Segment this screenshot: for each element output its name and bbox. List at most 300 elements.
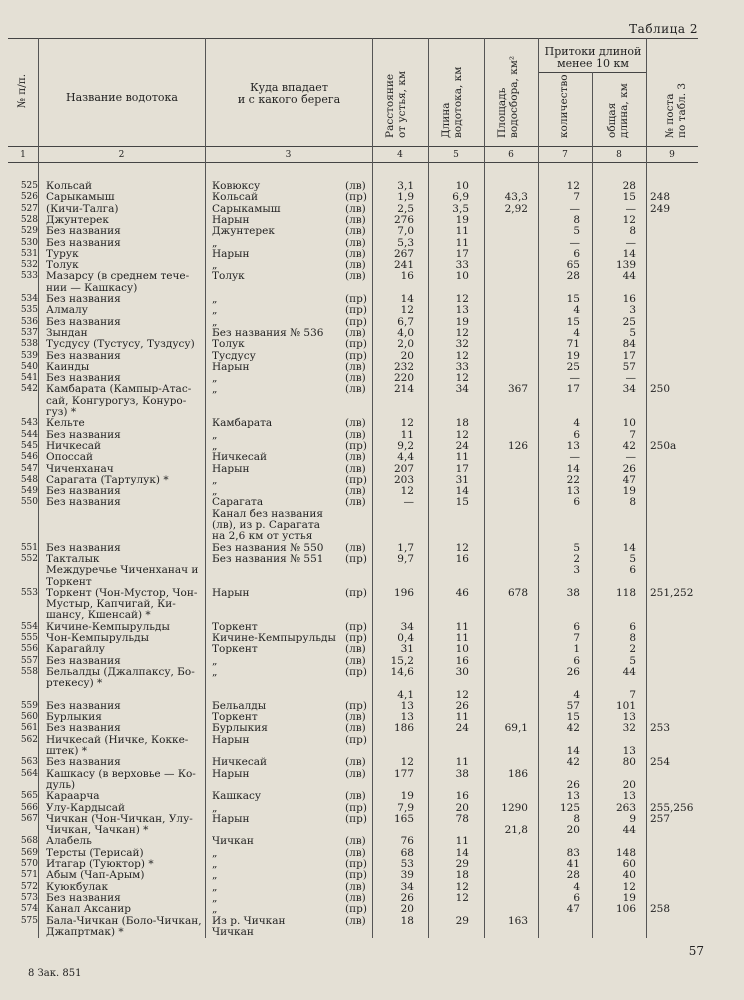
header-count: количество	[558, 74, 570, 138]
table-row	[0, 214, 744, 226]
stream-length: 11	[455, 620, 469, 633]
stream-name: Чон-Кемпырульды	[46, 632, 149, 644]
header-tributaries-line1: Притоки длиной	[544, 45, 642, 58]
destination: „	[212, 439, 218, 452]
bank-side: (пр)	[345, 812, 367, 825]
destination: Ничкесай	[212, 451, 268, 464]
bank-side: (пр)	[345, 304, 367, 317]
stream-length: 14	[455, 485, 469, 498]
table-row	[0, 926, 744, 938]
column-number-rule	[8, 162, 698, 163]
tributary-count: —	[569, 202, 580, 215]
tributary-length: 25	[622, 315, 636, 328]
bank-side: (пр)	[345, 439, 367, 452]
row-number: 548	[20, 474, 38, 485]
tributary-length: 32	[622, 722, 636, 735]
tributary-count: 7	[573, 632, 580, 644]
tributary-length: 9	[629, 812, 636, 825]
table-row	[0, 530, 744, 542]
distance-from-mouth: 2,5	[397, 202, 414, 215]
stream-name: Бурлыкия	[46, 711, 102, 724]
table-row	[0, 632, 744, 644]
stream-length: 12	[455, 541, 469, 554]
tributary-length: 40	[622, 869, 636, 882]
tributary-count: 47	[566, 903, 580, 916]
destination: Толук	[212, 270, 245, 283]
table-row	[0, 293, 744, 305]
distance-from-mouth: 0,4	[397, 632, 414, 644]
bank-side: (пр)	[345, 191, 367, 204]
stream-length: 30	[455, 665, 469, 678]
tributary-length: 148	[615, 846, 636, 859]
destination: „	[212, 485, 218, 498]
distance-from-mouth: 15,2	[390, 654, 414, 667]
table-row	[0, 768, 744, 780]
row-number: 535	[20, 305, 38, 316]
stream-length: 29	[455, 914, 469, 927]
header-destination-line1: Куда впадает	[250, 81, 328, 94]
table-row	[0, 259, 744, 271]
distance-from-mouth: 276	[393, 213, 414, 226]
distance-from-mouth: 186	[393, 722, 414, 735]
tributary-count: 22	[566, 473, 580, 486]
stream-length: 17	[455, 462, 469, 475]
tributary-length: 28	[622, 180, 636, 192]
row-number: 569	[20, 847, 38, 858]
tributary-length: 44	[622, 270, 636, 283]
destination: „	[212, 654, 218, 667]
table-row	[0, 508, 744, 520]
bank-side: (лв)	[345, 372, 366, 385]
table-row	[0, 666, 744, 678]
bank-side: (пр)	[345, 903, 367, 916]
table-row	[0, 327, 744, 339]
bank-side: (лв)	[345, 767, 366, 780]
distance-from-mouth: 13	[400, 711, 414, 724]
tributary-length: 6	[629, 564, 636, 577]
header-distance	[384, 71, 408, 138]
tributary-count: 5	[573, 225, 580, 238]
basin-area: 163	[507, 914, 528, 927]
bank-side: (пр)	[345, 858, 367, 870]
table-row	[0, 689, 744, 701]
stream-name: Кельте	[46, 417, 85, 430]
stream-name: Канал Аксанир	[46, 903, 132, 916]
destination: „	[212, 304, 218, 317]
stream-name: Без названия	[46, 372, 121, 385]
post-number: 253	[650, 722, 671, 735]
tributary-length: 5	[629, 326, 636, 339]
bank-side: (лв)	[345, 270, 366, 283]
stream-name: Кашкасу (в верховье — Ко-	[46, 767, 196, 780]
bank-side: (лв)	[345, 462, 366, 475]
stream-length: 29	[455, 858, 469, 870]
tributary-count: 14	[566, 745, 580, 757]
distance-from-mouth: 7,0	[397, 225, 414, 238]
row-number: 553	[20, 587, 38, 598]
row-number: 572	[20, 881, 38, 892]
table-row	[0, 915, 744, 927]
tributary-length: 16	[622, 293, 636, 305]
stream-length: 13	[455, 304, 469, 317]
post-number: 250	[650, 383, 671, 396]
tributary-length: 84	[622, 338, 636, 351]
stream-name: Камбарата (Кампыр-Атас-	[46, 383, 192, 396]
row-number: 571	[20, 870, 38, 881]
destination: на 2,6 км от устья	[212, 530, 313, 543]
row-number: 547	[20, 463, 38, 474]
tributary-length: 14	[622, 541, 636, 554]
stream-name: Джапртмак) *	[46, 925, 124, 938]
stream-length: 11	[455, 236, 469, 249]
row-number: 557	[20, 655, 38, 666]
table-row	[0, 496, 744, 508]
tributary-count: 6	[573, 247, 580, 260]
table-row	[0, 463, 744, 475]
bank-side: (пр)	[345, 473, 367, 486]
stream-length: 11	[455, 225, 469, 238]
tributary-count: 13	[566, 790, 580, 803]
bank-side: (лв)	[345, 180, 366, 192]
column-number: 4	[397, 150, 403, 160]
tributary-count: 6	[573, 891, 580, 904]
stream-name: Без названия	[46, 699, 121, 712]
table-row	[0, 451, 744, 463]
stream-name: Итагар (Туюктор) *	[46, 858, 154, 870]
stream-length: 12	[455, 349, 469, 362]
row-number: 538	[20, 339, 38, 350]
bank-side: (лв)	[345, 496, 366, 509]
bank-side: (пр)	[345, 632, 367, 644]
tributary-count: 25	[566, 360, 580, 373]
tributary-count: —	[569, 236, 580, 249]
stream-name: Без названия	[46, 315, 121, 328]
stream-name: Без названия	[46, 236, 121, 249]
post-number: 249	[650, 202, 671, 215]
row-number: 558	[20, 666, 38, 677]
row-number: 555	[20, 633, 38, 643]
stream-name: Без названия	[46, 485, 121, 498]
destination: Ничкесай	[212, 756, 268, 769]
row-number: 554	[20, 621, 38, 632]
stream-length: 14	[455, 846, 469, 859]
stream-name: Абым (Чап-Арым)	[46, 869, 145, 882]
stream-name: Без названия	[46, 541, 121, 554]
distance-from-mouth: 1,7	[397, 541, 414, 554]
stream-name: Без названия	[46, 756, 121, 769]
bank-side: (пр)	[345, 315, 367, 328]
table-row	[0, 191, 744, 203]
distance-from-mouth: 20	[400, 349, 414, 362]
destination: Торкент	[212, 643, 258, 656]
destination: Без названия № 551	[212, 552, 324, 565]
stream-length: 19	[455, 213, 469, 226]
destination: „	[212, 428, 218, 441]
tributary-count: 4	[573, 417, 580, 430]
destination: Бельалды	[212, 699, 267, 712]
tributary-length: 8	[629, 632, 636, 644]
destination: Нарын	[212, 767, 250, 780]
header-tributaries-group	[540, 46, 646, 70]
row-number: 541	[20, 373, 38, 384]
table-row	[0, 553, 744, 565]
tributary-length: 44	[622, 824, 636, 837]
bank-side: (пр)	[345, 665, 367, 678]
tributary-count: 42	[566, 722, 580, 735]
stream-length: 12	[455, 688, 469, 701]
stream-length: 34	[455, 383, 469, 396]
stream-name: Кольсай	[46, 180, 92, 192]
table-row	[0, 225, 744, 237]
row-number: 539	[20, 350, 38, 361]
stream-name: Улу-Кардысай	[46, 801, 126, 814]
stream-name: Караарча	[46, 790, 100, 803]
stream-length: 12	[455, 326, 469, 339]
tributary-count: 3	[573, 564, 580, 577]
destination: Нарын	[212, 247, 250, 260]
table-row	[0, 677, 744, 689]
stream-length: 31	[455, 473, 469, 486]
row-number: 543	[20, 418, 38, 429]
row-number: 551	[20, 542, 38, 553]
tributary-length: 8	[629, 225, 636, 238]
header-destination-line2: и с какого берега	[237, 93, 341, 106]
tributary-count: 28	[566, 869, 580, 882]
stream-name: Без названия	[46, 496, 121, 509]
post-number: 251,252	[650, 586, 694, 599]
bank-side: (пр)	[345, 699, 367, 712]
stream-name: штек) *	[46, 745, 88, 757]
table-row	[0, 779, 744, 791]
header-tributaries-line2: менее 10 км	[557, 57, 629, 70]
stream-length: 32	[455, 338, 469, 351]
header-name: Название водотока	[66, 91, 178, 104]
table-row	[0, 824, 744, 836]
destination: Сарыкамыш	[212, 202, 281, 215]
table-row	[0, 338, 744, 350]
header-top-rule	[8, 38, 698, 39]
row-number: 560	[20, 712, 38, 723]
tributary-count: 7	[573, 191, 580, 204]
stream-name: Ничкесай	[46, 439, 102, 452]
table-row	[0, 847, 744, 859]
distance-from-mouth: 12	[400, 304, 414, 317]
distance-from-mouth: 6,7	[397, 315, 414, 328]
stream-length: 12	[455, 891, 469, 904]
tributary-length: 14	[622, 247, 636, 260]
tributary-count: 15	[566, 711, 580, 724]
stream-length: 33	[455, 360, 469, 373]
stream-length: 12	[455, 293, 469, 305]
row-number: 556	[20, 644, 38, 655]
distance-from-mouth: 76	[400, 835, 414, 848]
basin-area: 126	[507, 439, 528, 452]
bank-side: (лв)	[345, 846, 366, 859]
basin-area: 678	[507, 586, 528, 599]
stream-length: 24	[455, 722, 469, 735]
tributary-length: 10	[622, 417, 636, 430]
destination: „	[212, 903, 218, 916]
stream-length: 16	[455, 654, 469, 667]
row-number: 564	[20, 768, 38, 779]
table-row	[0, 621, 744, 633]
stream-length: 3,5	[452, 202, 469, 215]
stream-length: 12	[455, 372, 469, 385]
basin-area: 69,1	[504, 722, 528, 735]
stream-name: Бельалды (Джалпаксу, Бо-	[46, 665, 195, 678]
table-row	[0, 383, 744, 395]
stream-name: Куюкбулак	[46, 880, 109, 893]
tributary-length: 19	[622, 485, 636, 498]
header-length	[440, 67, 464, 138]
row-number: 526	[20, 192, 38, 203]
column-number: 5	[453, 150, 459, 160]
destination: „	[212, 259, 218, 272]
footer-print-mark: 8 Зак. 851	[28, 968, 82, 979]
row-number: 575	[20, 915, 38, 926]
table-row	[0, 474, 744, 486]
table-row	[0, 304, 744, 316]
stream-length: 33	[455, 259, 469, 272]
bank-side: (пр)	[345, 620, 367, 633]
distance-from-mouth: 7,9	[397, 801, 414, 814]
distance-from-mouth: 14	[400, 293, 414, 305]
destination: „	[212, 293, 218, 305]
stream-name: ртекесу) *	[46, 677, 103, 690]
stream-name: Турук	[46, 247, 79, 260]
destination: „	[212, 801, 218, 814]
stream-length: 16	[455, 552, 469, 565]
tributary-count: 71	[566, 338, 580, 351]
table-row	[0, 519, 744, 531]
post-number: 254	[650, 756, 671, 769]
stream-name: Алабель	[46, 835, 92, 848]
tributary-count: 6	[573, 428, 580, 441]
stream-name: нии — Кашкасу)	[46, 281, 138, 294]
table-row	[0, 576, 744, 588]
stream-length: 19	[455, 315, 469, 328]
bank-side: (лв)	[345, 417, 366, 430]
stream-length: 11	[455, 756, 469, 769]
destination: Из р. Чичкан	[212, 914, 286, 927]
table-row	[0, 237, 744, 249]
stream-name: Чичкан (Чон-Чичкан, Улу-	[46, 812, 193, 825]
stream-length: 11	[455, 835, 469, 848]
header-length-line2: водотока, км	[452, 66, 464, 138]
bank-side: (пр)	[345, 552, 367, 565]
tributary-length: 47	[622, 473, 636, 486]
table-row	[0, 440, 744, 452]
bank-side: (лв)	[345, 711, 366, 724]
table-row	[0, 316, 744, 328]
table-title: Таблица 2	[629, 22, 698, 36]
stream-length: 46	[455, 586, 469, 599]
destination: Бурлыкия	[212, 722, 268, 735]
table-row	[0, 903, 744, 915]
bank-side: (пр)	[345, 293, 367, 305]
stream-length: 24	[455, 439, 469, 452]
tributary-length: 13	[622, 711, 636, 724]
row-number: 552	[20, 553, 38, 564]
tributary-length: —	[625, 202, 636, 215]
stream-name: Чичкан, Чачкан) *	[46, 824, 149, 837]
distance-from-mouth: 196	[393, 586, 414, 599]
destination: Торкент	[212, 711, 258, 724]
tributary-count: 41	[566, 858, 580, 870]
column-number: 6	[508, 150, 514, 160]
bank-side: (лв)	[345, 326, 366, 339]
stream-length: 38	[455, 767, 469, 780]
tributary-count: 12	[566, 180, 580, 192]
stream-length: 11	[455, 711, 469, 724]
destination: „	[212, 880, 218, 893]
bank-side: (лв)	[345, 914, 366, 927]
row-number: 574	[20, 904, 38, 915]
stream-length: 16	[455, 790, 469, 803]
header-distance-line1: Расстояние	[384, 73, 396, 138]
row-number: 534	[20, 294, 38, 304]
stream-name: Без названия	[46, 225, 121, 238]
distance-from-mouth: 2,0	[397, 338, 414, 351]
table-row	[0, 372, 744, 384]
distance-from-mouth: —	[403, 496, 414, 509]
destination: „	[212, 891, 218, 904]
table-row	[0, 655, 744, 667]
distance-from-mouth: 18	[400, 914, 414, 927]
tributary-count: 1	[573, 643, 580, 656]
tributary-count: 4	[573, 880, 580, 893]
tributary-count: 57	[566, 699, 580, 712]
bank-side: (пр)	[345, 586, 367, 599]
tributary-count: 42	[566, 756, 580, 769]
tributary-count: 13	[566, 485, 580, 498]
destination: „	[212, 858, 218, 870]
stream-name: Без названия	[46, 293, 121, 305]
destination: (лв), из р. Сарагата	[212, 519, 321, 531]
stream-name: Бала-Чичкан (Боло-Чичкан,	[46, 914, 202, 927]
stream-length: 17	[455, 247, 469, 260]
tributary-count: 28	[566, 270, 580, 283]
distance-from-mouth: 220	[393, 372, 414, 385]
bank-side: (лв)	[345, 835, 366, 848]
table-row	[0, 598, 744, 610]
destination: Канал без названия	[212, 507, 324, 520]
destination: Нарын	[212, 812, 250, 825]
bank-side: (лв)	[345, 756, 366, 769]
tributary-count: 125	[559, 801, 580, 814]
distance-from-mouth: 203	[393, 473, 414, 486]
tributary-length: 118	[615, 586, 636, 599]
destination: Тусдусу	[212, 349, 256, 362]
post-number: 258	[650, 903, 671, 916]
distance-from-mouth: 4,1	[397, 688, 414, 701]
destination: „	[212, 665, 218, 678]
header-post-line1: № поста	[664, 93, 676, 138]
destination: Нарын	[212, 213, 250, 226]
stream-name: Мустыр, Капчигай, Ки-	[46, 598, 176, 611]
stream-name: Мазарсу (в среднем тече-	[46, 270, 190, 283]
tributary-length: 57	[622, 360, 636, 373]
table-row	[0, 406, 744, 418]
table-row	[0, 350, 744, 362]
stream-length: 10	[455, 643, 469, 656]
header-post-line2: по табл. 3	[676, 82, 688, 138]
column-number: 8	[616, 150, 622, 160]
distance-from-mouth: 177	[393, 767, 414, 780]
stream-name: Джунтерек	[46, 213, 109, 226]
table-row	[0, 361, 744, 373]
destination: „	[212, 383, 218, 396]
